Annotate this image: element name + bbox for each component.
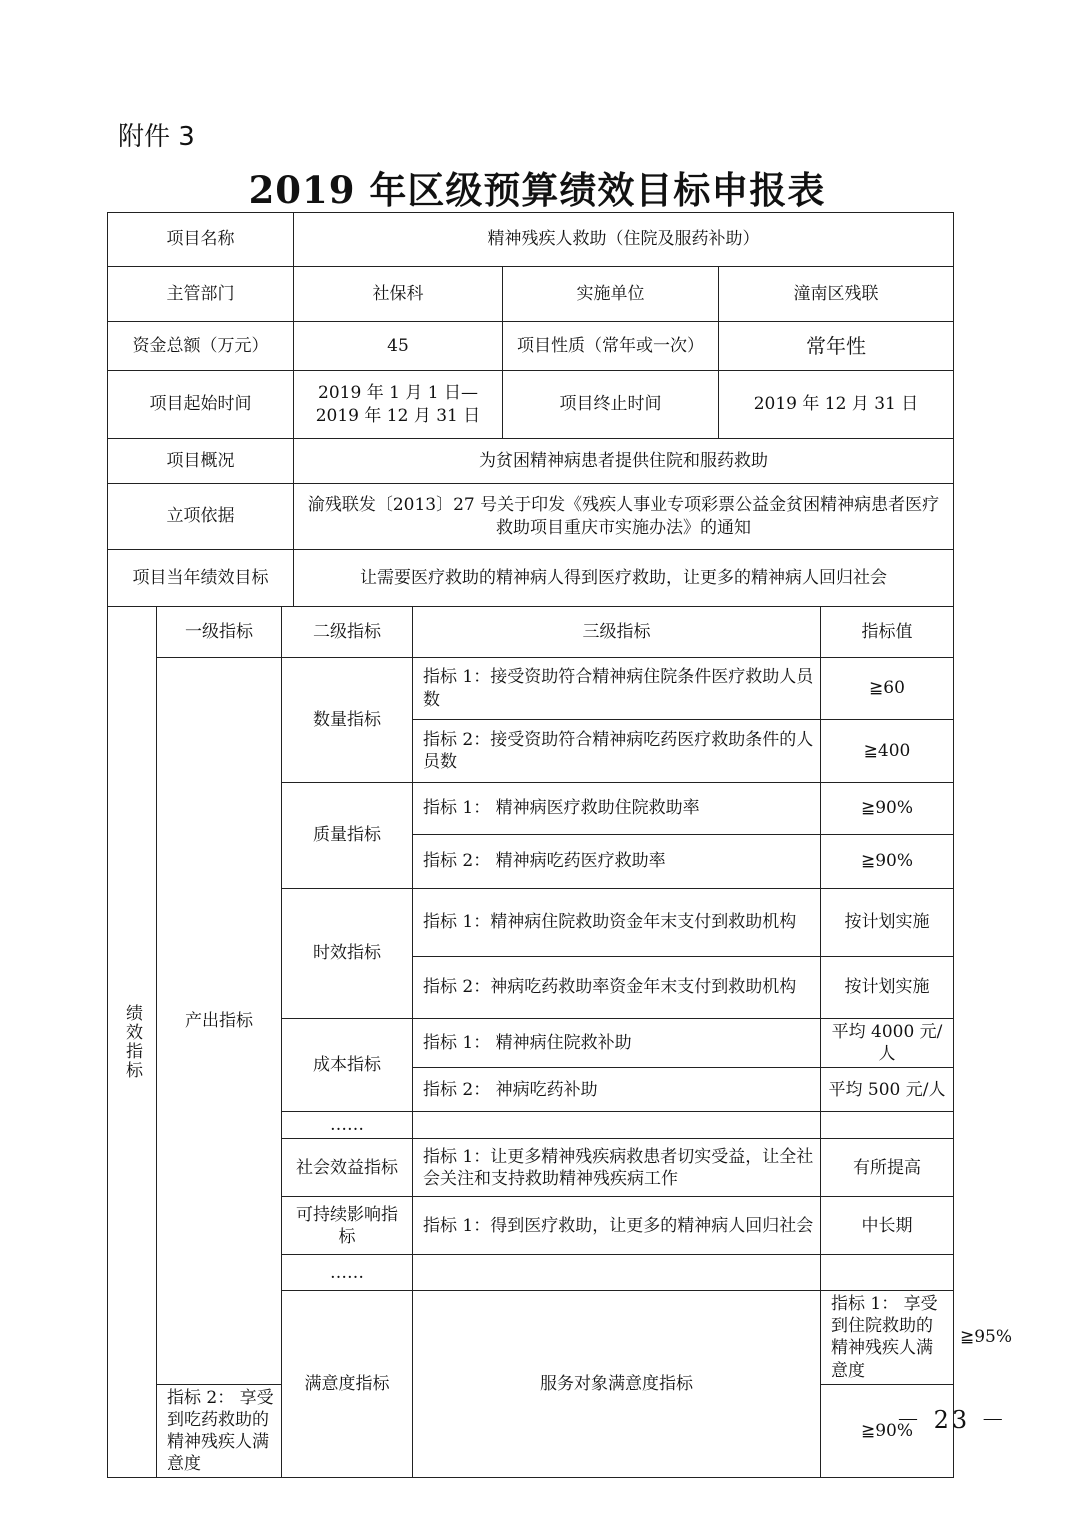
quantity-item-1: 指标 1：接受资助符合精神病住院条件医疗救助人员数	[413, 658, 821, 720]
overview-value: 为贫困精神病患者提供住院和服药救助	[294, 439, 954, 484]
side-label	[108, 607, 157, 1478]
header-level3: 三级指标	[413, 607, 821, 658]
service-label: 服务对象满意度指标	[413, 1291, 821, 1478]
start-label: 项目起始时间	[108, 371, 294, 439]
end-label: 项目终止时间	[503, 371, 719, 439]
quality-value-2: ≧90%	[821, 835, 954, 889]
nature-label: 项目性质（常年或一次）	[503, 322, 719, 371]
sustain-value: 中长期	[821, 1197, 954, 1255]
quality-value-1: ≧90%	[821, 783, 954, 835]
nature-value: 常年性	[719, 322, 954, 371]
timeliness-item-2: 指标 2：神病吃药救助率资金年末支付到救助机构	[413, 957, 821, 1019]
fund-label: 资金总额（万元）	[108, 322, 294, 371]
empty-cell	[821, 1255, 954, 1291]
side-label-text: 绩效指标	[122, 1004, 143, 1081]
social-value: 有所提高	[821, 1139, 954, 1197]
empty-cell	[413, 1112, 821, 1139]
satisfaction-label: 满意度指标	[282, 1291, 413, 1478]
output-label: 产出指标	[157, 658, 282, 1385]
quantity-item-2: 指标 2：接受资助符合精神病吃药医疗救助条件的人员数	[413, 720, 821, 783]
sustain-label: 可持续影响指标	[282, 1197, 413, 1255]
start-value: 2019 年 1 月 1 日—2019 年 12 月 31 日	[294, 371, 503, 439]
sustain-item: 指标 1：得到医疗救助，让更多的精神病人回归社会	[413, 1197, 821, 1255]
basis-value: 渝残联发〔2013〕27 号关于印发《残疾人事业专项彩票公益金贫困精神病患者医疗救助项目重庆市实施办法》的通知	[294, 484, 954, 550]
end-value: 2019 年 12 月 31 日	[719, 371, 954, 439]
cost-value-2: 平均 500 元/人	[821, 1068, 954, 1112]
timeliness-label: 时效指标	[282, 889, 413, 1019]
basis-label: 立项依据	[108, 484, 294, 550]
project-info-table	[107, 212, 954, 607]
empty-cell	[821, 1112, 954, 1139]
fund-value: 45	[294, 322, 503, 371]
timeliness-item-1: 指标 1：精神病住院救助资金年末支付到救助机构	[413, 889, 821, 957]
header-value: 指标值	[821, 607, 954, 658]
service-item-1: 指标 1： 享受到住院救助的精神残疾人满意度	[821, 1291, 954, 1384]
header-level1: 一级指标	[157, 607, 282, 658]
page-number: － 23 －	[896, 1406, 1008, 1434]
page-title: 2019 年区级预算绩效目标申报表	[248, 168, 826, 212]
cost-value-1: 平均 4000 元/人	[821, 1019, 954, 1068]
quantity-label: 数量指标	[282, 658, 413, 783]
timeliness-value-1: 按计划实施	[821, 889, 954, 957]
unit-value: 潼南区残联	[719, 267, 954, 322]
quantity-value-1: ≧60	[821, 658, 954, 720]
header-level2: 二级指标	[282, 607, 413, 658]
cost-item-2: 指标 2： 神病吃药补助	[413, 1068, 821, 1112]
cost-label: 成本指标	[282, 1019, 413, 1112]
quality-label: 质量指标	[282, 783, 413, 889]
quality-item-1: 指标 1： 精神病医疗救助住院救助率	[413, 783, 821, 835]
quantity-value-2: ≧400	[821, 720, 954, 783]
service-item-2: 指标 2： 享受到吃药救助的精神残疾人满意度	[157, 1384, 282, 1477]
quality-item-2: 指标 2： 精神病吃药医疗救助率	[413, 835, 821, 889]
unit-label: 实施单位	[503, 267, 719, 322]
overview-label: 项目概况	[108, 439, 294, 484]
attachment-label: 附件 3	[118, 122, 195, 152]
goal-label: 项目当年绩效目标	[108, 550, 294, 607]
timeliness-value-2: 按计划实施	[821, 957, 954, 1019]
social-item: 指标 1：让更多精神残疾病救患者切实受益，让全社会关注和支持救助精神残疾病工作	[413, 1139, 821, 1197]
cost-item-1: 指标 1： 精神病住院救补助	[413, 1019, 821, 1068]
project-name-label: 项目名称	[108, 213, 294, 267]
ellipsis-1: ……	[282, 1112, 413, 1139]
ellipsis-2: ……	[282, 1255, 413, 1291]
empty-cell	[413, 1255, 821, 1291]
service-value-2: ≧90%	[821, 1384, 954, 1477]
dept-label: 主管部门	[108, 267, 294, 322]
indicator-table: 绩效指标 一级指标 二级指标 三级指标 指标值 产出指标 数量指标 指标 1：接受资助符合精神病住院条件医疗救助人员数 ≧60 指标 2：接受资助符合精神病吃药医疗救助条件的人员数 ≧400 质量指标 指标 1： 精神病医疗救助住院救助率 ≧90% 指标 2： 精神病吃药医疗救助率 ≧90% 时效指标 指标 1：精神病住院救助资金年末支付到救助机构 按计划实施 指标 2：神病吃药救助率资金年末支付到救助机构 按计划实施 成本指标 指标 1： 精神病住院救补助 平均 4000 元/人 指标 2： 神病吃药补助 平均 500 元/人 …… 社会效益指标 指标 1：让更多精神残疾病救患者切实受益，让全社会关注和支持救助精神残疾病工作 有所提高 可持续影响指标 指标 1：得到医疗救助，让更多的精神病人回归社会 中长期 …… 满意度指标 服务对象满意度指标 指标 1： 享受到住院救助的精神残疾人满意度 ≧95% 指标 2： 享受到吃药救助的精神残疾人满意度 ≧90%	[107, 606, 954, 1478]
goal-value: 让需要医疗救助的精神病人得到医疗救助，让更多的精神病人回归社会	[294, 550, 954, 607]
project-name-value: 精神残疾人救助（住院及服药补助）	[294, 213, 954, 267]
social-label: 社会效益指标	[282, 1139, 413, 1197]
dept-value: 社保科	[294, 267, 503, 322]
